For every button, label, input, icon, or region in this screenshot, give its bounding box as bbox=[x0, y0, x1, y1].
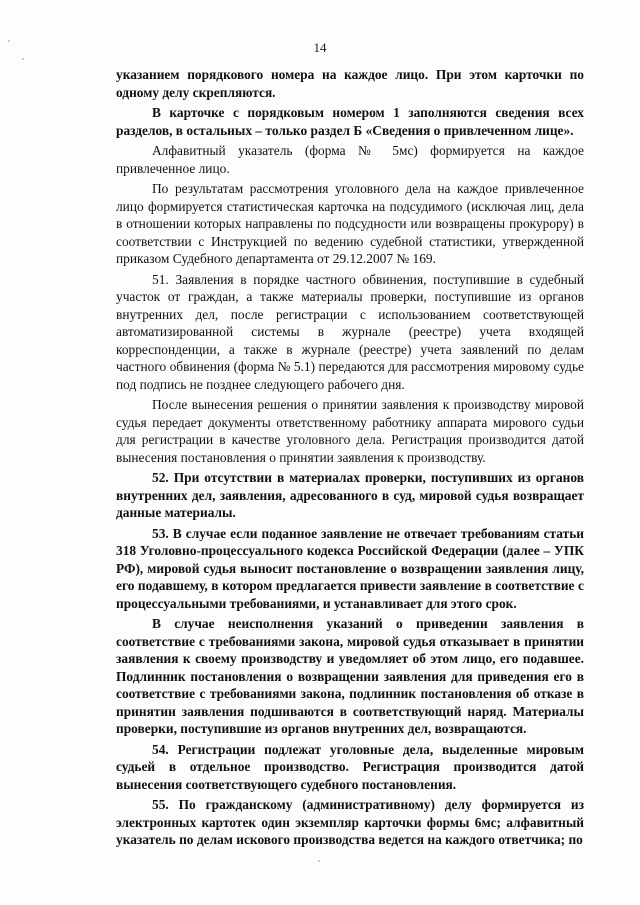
paragraph-alphabetic-index: Алфавитный указатель (форма № 5мс) формируется на каждое привлеченное лицо. bbox=[116, 143, 584, 176]
paragraph-53-refusal: В случае неисполнения указаний о приведении заявления в соответствие с требованиями закона, мировой судья отказывает в принятии заявления к своему производству и уведомляет об этом лицо, его подавшее. Подлинник постановления о возвращении заявления для приведения его в соответствие с требованиями закона, подлинник постановления об отказе в принятии заявления подшиваются в соответствующий наряд. Материалы проверки, поступившие из органов внутренних дел, возвращаются. bbox=[116, 616, 584, 736]
paragraph-54: 54. Регистрации подлежат уголовные дела, выделенные мировым судьей в отдельное производство. Регистрация производится датой вынесения соответствующего судебного постановления. bbox=[116, 741, 584, 792]
document-body bbox=[116, 66, 584, 852]
paragraph-55: 55. По гражданскому (административному) делу формируется из электронных картотек один экземпляр карточки формы 6мс; алфавитный указатель по делам искового производства ведется на каждого ответчика; по bbox=[116, 797, 584, 847]
scan-speck bbox=[318, 860, 320, 862]
scan-speck bbox=[22, 58, 24, 60]
paragraph-53: 53. В случае если поданное заявление не отвечает требованиям статьи 318 Уголовно-процессуального кодекса Российской Федерации (далее – УПК РФ), мировой судья выносит постановление о возвращении заявления лицу, его подавшему, в котором предлагается привести заявление в соответствие с процессуальными требованиями, и устанавливает для этого срок. bbox=[116, 525, 584, 611]
paragraph-statistical-card: По результатам рассмотрения уголовного дела на каждое привлеченное лицо формируется статистическая карточка на подсудимого (исключая лиц, дела в отношении которых направлены по подсудности или возвращены прокурору) в соответствии с Инструкцией по ведению судебной статистики, утвержденной приказом Судебного департамента от 29.12.2007 № 169. bbox=[116, 181, 584, 266]
paragraph-51: 51. Заявления в порядке частного обвинения, поступившие в судебный участок от граждан, а также материалы проверки, поступившие из органов внутренних дел, после регистрации с использованием соответствующей автоматизированной системы в журнале (реестре) учета входящей корреспонденции, а также в журнале (реестре) учета заявлений по делам частного обвинения (форма № 5.1) передаются для рассмотрения мировому судье под подпись не позднее следующего рабочего дня. bbox=[116, 271, 584, 392]
paragraph-continuation: указанием порядкового номера на каждое лицо. При этом карточки по одному делу скрепляются. bbox=[116, 67, 584, 100]
scan-speck bbox=[8, 40, 10, 42]
page-number: 14 bbox=[313, 40, 327, 55]
paragraph-52: 52. При отсутствии в материалах проверки, поступивших из органов внутренних дел, заявления, адресованного в суд, мировой судья возвращает данные материалы. bbox=[116, 470, 584, 520]
paragraph-51-registration: После вынесения решения о принятии заявления к производству мировой судья передает документы ответственному работнику аппарата мирового судьи для регистрации в качестве уголовного дела. Регистрация производится датой вынесения постановления о принятии заявления к производству. bbox=[116, 397, 584, 465]
paragraph-card-sections: В карточке с порядковым номером 1 заполняются сведения всех разделов, в остальных – только раздел Б «Сведения о привлеченном лице». bbox=[116, 105, 584, 138]
